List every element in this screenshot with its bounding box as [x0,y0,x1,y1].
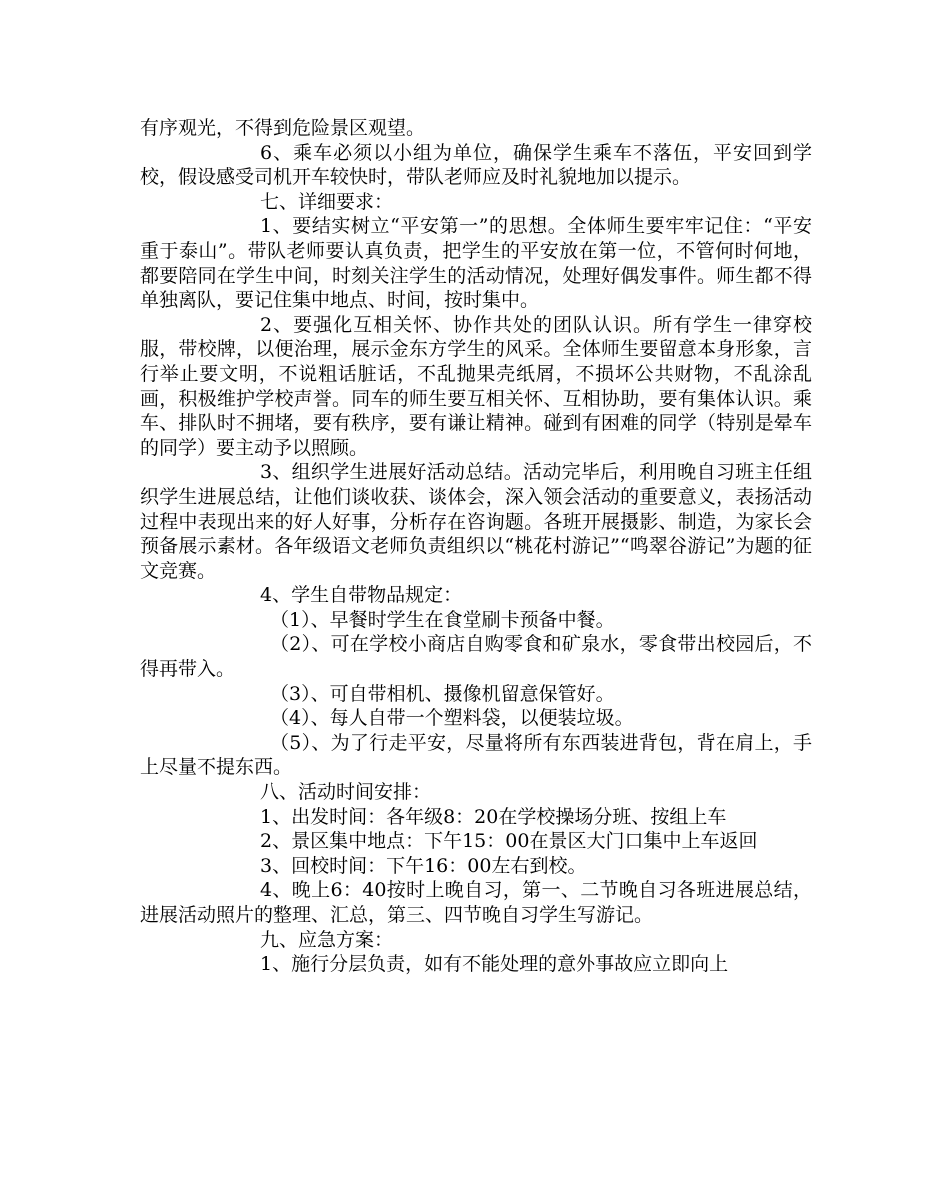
emergency-item-1: 1、施行分层负责，如有不能处理的意外事故应立即向上 [260,953,729,976]
paragraph-4: 2、要强化互相关怀、协作共处的团队认识。所有学生一律穿校服，带校牌，以便治理，展示金东方学生的风采。全体师生要留意本身形象，言行举止要文明，不说粗话脏话，不乱抛果壳纸屑，不损坏公共财物，不乱涂乱画，积极维护学校声誉。同车的师生要互相关怀、互相协助，要有集体认识。乘车、排队时不拥堵，要有秩序，要有谦让精神。碰到有困难的同学（特别是晕车的同学）要主动予以照顾。 [140,313,812,459]
sub-item-2: （2）、可在学校小商店自购零食和矿泉水，零食带出校园后，不得再带入。 [140,633,812,681]
paragraph-2: 6、乘车必须以小组为单位，确保学生乘车不落伍，平安回到学校，假设感受司机开车较快时，带队老师应及时礼貌地加以提示。 [140,141,812,189]
schedule-item-3: 3、回校时间：下午16：00左右到校。 [260,854,587,877]
paragraph-6: 4、学生自带物品规定： [260,584,463,607]
sub-item-4: （4）、每人自带一个塑料袋，以便装垃圾。 [270,707,634,730]
document-page [140,116,812,977]
sub-item-3: （3）、可自带相机、摄像机留意保管好。 [270,682,615,705]
paragraph-1: 有序观光，不得到危险景区观望。 [140,117,426,139]
paragraph-5: 3、组织学生进展好活动总结。活动完毕后，利用晚自习班主任组织学生进展总结，让他们谈收获、谈体会，深入领会活动的重要意义，表扬活动过程中表现出来的好人好事，分析存在咨询题。各班开展摄影、制造，为家长会预备展示素材。各年级语文老师负责组织以“桃花村游记”“鸣翠谷游记”为题的征文竞赛。 [140,461,812,582]
paragraph-3: 1、要结实树立“平安第一”的思想。全体师生要牢牢记住：“平安重于泰山”。带队老师要认真负责，把学生的平安放在第一位，不管何时何地，都要陪同在学生中间，时刻关注学生的活动情况，处理好偶发事件。师生都不得单独离队，要记住集中地点、时间，按时集中。 [140,215,812,312]
section-heading-7: 七、详细要求： [260,190,394,213]
schedule-item-1: 1、出发时间：各年级8：20在学校操场分班、按组上车 [260,805,727,828]
section-heading-9: 九、应急方案： [260,928,394,951]
section-heading-8: 八、活动时间安排： [260,781,432,804]
sub-item-5: （5）、为了行走平安，尽量将所有东西装进背包，背在肩上，手上尽量不提东西。 [140,731,812,779]
sub-item-1: （1）、早餐时学生在食堂刷卡预备中餐。 [270,608,615,631]
schedule-item-2: 2、景区集中地点：下午15：00在景区大门口集中上车返回 [260,830,758,853]
schedule-item-4: 4、晚上6：40按时上晚自习，第一、二节晚自习各班进展总结，进展活动照片的整理、汇总，第三、四节晚自习学生写游记。 [140,879,812,926]
